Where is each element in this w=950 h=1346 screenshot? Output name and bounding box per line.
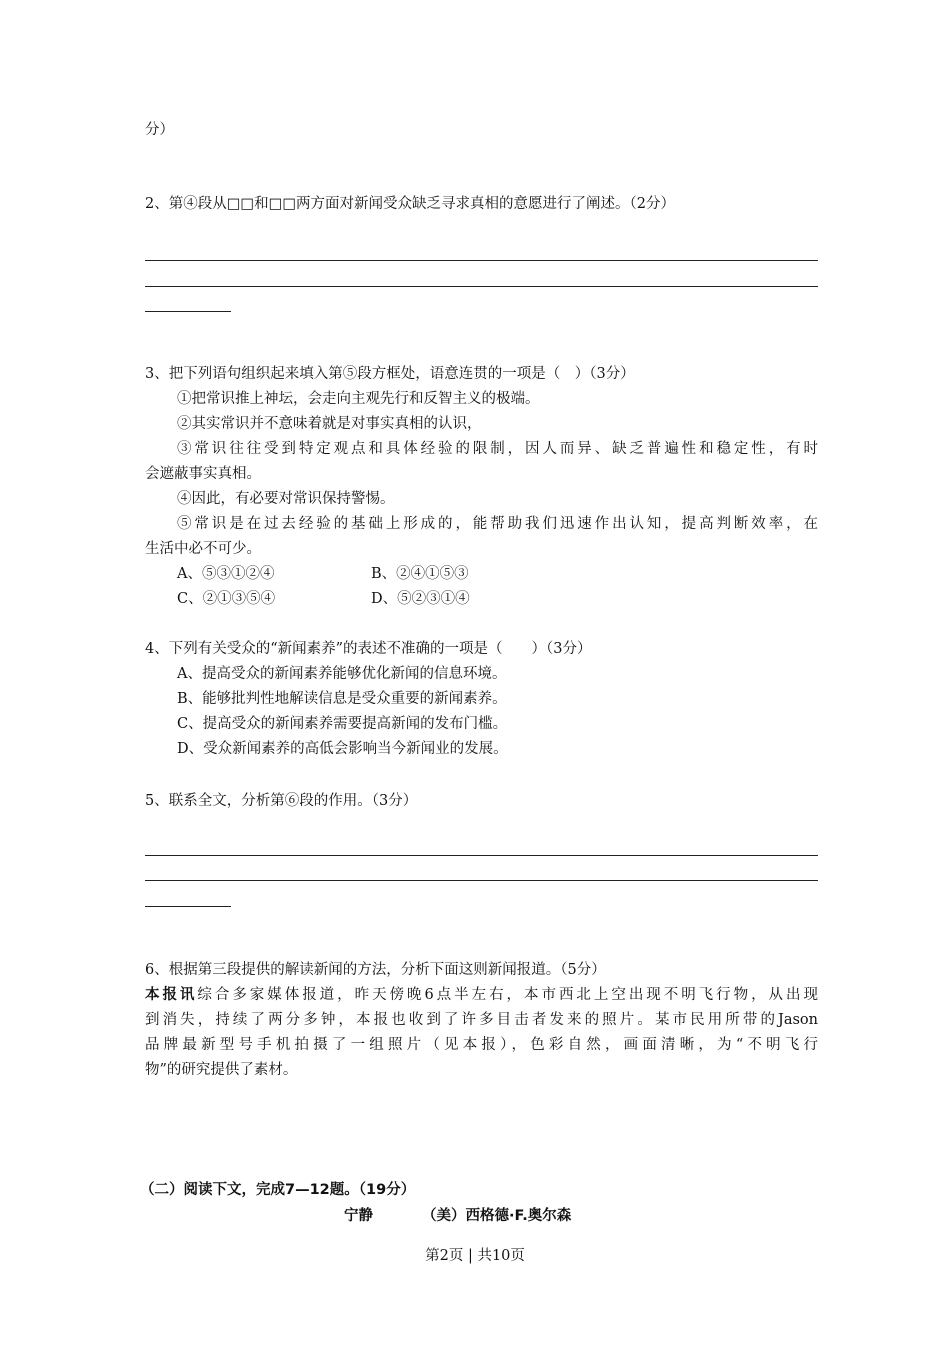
q4-option-c: C、提高受众的新闻素养需要提高新闻的发布门槛。 [177, 716, 508, 732]
answer-line [145, 855, 818, 856]
news-lead: 本报讯 [145, 987, 198, 1003]
q3-item: ②其实常识并不意味着就是对事实真相的认识， [177, 416, 482, 432]
section-heading: （二）阅读下文，完成7—12题。（19分） [140, 1182, 416, 1198]
answer-line [145, 880, 818, 881]
q4-option-b: B、能够批判性地解读信息是受众重要的新闻素养。 [177, 691, 507, 707]
q3-option-a: A、⑤③①②④ [177, 566, 275, 582]
q4-option-d: D、受众新闻素养的高低会影响当今新闻业的发展。 [177, 741, 508, 757]
answer-line [145, 311, 231, 312]
q3-item-cont: 生活中必不可少。 [145, 541, 261, 557]
answer-line [145, 906, 231, 907]
q4-option-a: A、提高受众的新闻素养能够优化新闻的信息环境。 [177, 666, 507, 682]
page-footer: 第2页 | 共10页 [425, 1248, 525, 1264]
question-4: 4、下列有关受众的“新闻素养”的表述不准确的一项是（ ）（3分） [145, 641, 592, 657]
q3-item: ③常识往往受到特定观点和具体经验的限制，因人而异、缺乏普遍性和稳定性，有时 [177, 441, 818, 457]
q3-option-c: C、②①③⑤④ [177, 591, 276, 607]
news-line: 物”的研究提供了素材。 [145, 1062, 298, 1078]
news-line: 综合多家媒体报道，昨天傍晚6点半左右，本市西北上空出现不明飞行物，从出现 [197, 987, 818, 1003]
q3-option-d: D、⑤②③①④ [371, 591, 470, 607]
q3-item: ①把常识推上神坛，会走向主观先行和反智主义的极端。 [177, 391, 540, 407]
article-title: 宁静 [344, 1208, 373, 1224]
article-author: （美）西格德·F.奥尔森 [422, 1208, 572, 1224]
question-6: 6、根据第三段提供的解读新闻的方法，分析下面这则新闻报道。（5分） [145, 962, 606, 978]
news-line: 品牌最新型号手机拍摄了一组照片（见本报），色彩自然，画面清晰，为“不明飞行 [145, 1037, 818, 1053]
question-2: 2、第④段从□□和□□两方面对新闻受众缺乏寻求真相的意愿进行了阐述。（2分） [145, 196, 675, 212]
news-line: 到消失，持续了两分多钟，本报也收到了许多目击者发来的照片。某市民用所带的Jason [145, 1012, 818, 1028]
top-fragment: 分） [145, 122, 174, 138]
q3-option-b: B、②④①⑤③ [371, 566, 469, 582]
q3-item: ⑤常识是在过去经验的基础上形成的，能帮助我们迅速作出认知，提高判断效率，在 [177, 516, 818, 532]
q3-item-cont: 会遮蔽事实真相。 [145, 466, 261, 482]
answer-line [145, 286, 818, 287]
question-5: 5、联系全文，分析第⑥段的作用。（3分） [145, 793, 418, 809]
answer-line [145, 260, 818, 261]
q3-item: ④因此，有必要对常识保持警惕。 [177, 491, 395, 507]
question-3: 3、把下列语句组织起来填入第⑤段方框处，语意连贯的一项是（ ）（3分） [145, 366, 635, 382]
